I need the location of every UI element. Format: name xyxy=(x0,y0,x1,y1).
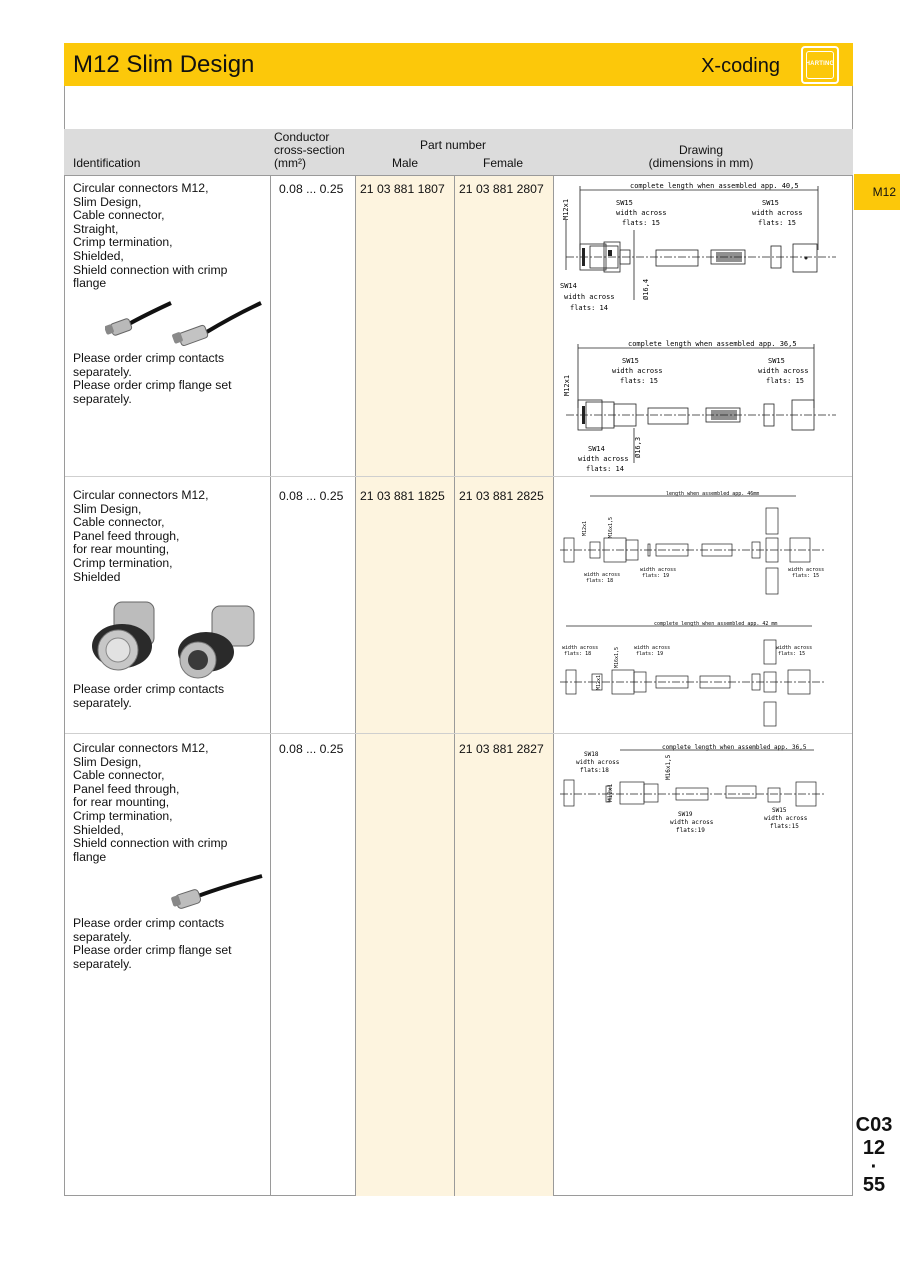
row1-female-part: 21 03 881 2807 xyxy=(459,182,544,196)
row3-product-photo xyxy=(170,872,265,917)
row3-description: Circular connectors M12, Slim Design, Cable connector, Panel feed through, for rear mounting, Crimp termination, Shielded, Shield connection with crimp flange xyxy=(73,741,228,864)
section-number: 12 xyxy=(862,1137,886,1159)
svg-text:flats: 15: flats: 15 xyxy=(778,651,806,657)
svg-text:M12x1: M12x1 xyxy=(596,674,602,690)
svg-text:width across: width across xyxy=(788,567,825,573)
page-title: M12 Slim Design xyxy=(73,51,255,78)
row1-product-photo xyxy=(105,295,265,350)
svg-text:SW15: SW15 xyxy=(622,357,639,365)
drawing-4 xyxy=(556,618,852,730)
svg-text:width across: width across xyxy=(752,209,803,217)
coding-label: X-coding xyxy=(701,55,780,77)
row3-female-part: 21 03 881 2827 xyxy=(459,742,544,756)
svg-text:width across: width across xyxy=(758,367,809,375)
page-number xyxy=(853,1114,895,1197)
row2-description: Circular connectors M12, Slim Design, Cable connector, Panel feed through, for rear mounting, Crimp termination, Shielded xyxy=(73,488,209,584)
header-female: Female xyxy=(483,156,524,170)
svg-text:complete length when assembled: complete length when assembled app. 42 mm xyxy=(654,621,778,627)
logo-text: HARTING xyxy=(805,61,835,67)
header-male: Male xyxy=(392,156,419,170)
svg-text:Ø16,3: Ø16,3 xyxy=(634,436,642,458)
svg-text:SW14: SW14 xyxy=(560,282,577,290)
svg-text:length when assembled app. 46m: length when assembled app. 46mm xyxy=(666,491,760,497)
header-drawing: Drawing (dimensions in mm) xyxy=(648,143,754,170)
svg-text:width across: width across xyxy=(564,293,615,301)
svg-text:Ø16,4: Ø16,4 xyxy=(642,278,650,300)
svg-text:width across: width across xyxy=(578,455,629,463)
svg-text:width across: width across xyxy=(562,645,599,651)
svg-text:complete length when assembled: complete length when assembled app. 36,5 xyxy=(662,744,807,751)
drawing-5 xyxy=(556,740,852,838)
svg-text:width across: width across xyxy=(776,645,813,651)
table-header xyxy=(64,129,853,175)
svg-text:M12x1: M12x1 xyxy=(563,374,571,396)
row3-notes: Please order crimp contacts separately. Please order crimp flange set separately. xyxy=(73,916,232,971)
header-part-number: Part number xyxy=(420,138,487,152)
svg-text:flats: 19: flats: 19 xyxy=(636,651,664,657)
svg-text:SW19: SW19 xyxy=(678,811,693,818)
svg-text:flats:19: flats:19 xyxy=(676,827,705,834)
title-bar xyxy=(64,43,853,86)
header-identification: Identification xyxy=(73,156,141,170)
svg-text:complete length when assembled: complete length when assembled app. 40,5 xyxy=(630,182,799,190)
svg-text:flats: 14: flats: 14 xyxy=(586,465,624,473)
svg-text:SW15: SW15 xyxy=(616,199,633,207)
row1-notes: Please order crimp contacts separately. Please order crimp flange set separately. xyxy=(73,351,232,406)
page-separator: · xyxy=(870,1156,878,1178)
svg-text:flats: 19: flats: 19 xyxy=(642,573,670,579)
row3-cross-section: 0.08 ... 0.25 xyxy=(279,742,344,756)
row1-cross-section: 0.08 ... 0.25 xyxy=(279,182,344,196)
svg-text:flats:15: flats:15 xyxy=(770,823,799,830)
svg-text:width across: width across xyxy=(616,209,667,217)
svg-text:width across: width across xyxy=(764,815,808,822)
row2-product-photo xyxy=(88,594,268,684)
svg-text:width across: width across xyxy=(670,819,714,826)
svg-text:flats: 15: flats: 15 xyxy=(758,219,796,227)
svg-text:SW14: SW14 xyxy=(588,445,605,453)
svg-text:flats: 18: flats: 18 xyxy=(586,578,614,584)
row1-male-part: 21 03 881 1807 xyxy=(360,182,445,196)
side-tab-label: M12 xyxy=(872,185,896,199)
svg-text:SW18: SW18 xyxy=(584,751,599,758)
svg-text:flats: 15: flats: 15 xyxy=(766,377,804,385)
svg-text:flats: 15: flats: 15 xyxy=(622,219,660,227)
svg-text:width across: width across xyxy=(640,567,677,573)
svg-text:M16x1,5: M16x1,5 xyxy=(614,646,620,668)
svg-text:width across: width across xyxy=(576,759,620,766)
svg-text:M12x1: M12x1 xyxy=(562,198,570,220)
harting-logo xyxy=(801,46,839,84)
svg-text:M12x1: M12x1 xyxy=(582,520,588,536)
drawing-1 xyxy=(556,180,852,315)
svg-text:M16x1,5: M16x1,5 xyxy=(608,516,614,538)
svg-text:flats: 15: flats: 15 xyxy=(620,377,658,385)
svg-text:flats: 18: flats: 18 xyxy=(564,651,592,657)
svg-text:M16x1,5: M16x1,5 xyxy=(665,754,672,780)
row2-male-part: 21 03 881 1825 xyxy=(360,489,445,503)
svg-text:width across: width across xyxy=(584,572,621,578)
drawing-2 xyxy=(556,338,852,476)
page-number-value: 55 xyxy=(862,1174,886,1196)
svg-text:SW15: SW15 xyxy=(772,807,787,814)
svg-text:complete length when assembled: complete length when assembled app. 36,5 xyxy=(628,340,797,348)
row1-description: Circular connectors M12, Slim Design, Cable connector, Straight, Crimp termination, Shielded, Shield connection with crimp flange xyxy=(73,181,228,291)
svg-text:flats:18: flats:18 xyxy=(580,767,609,774)
svg-text:width across: width across xyxy=(634,645,671,651)
svg-text:SW15: SW15 xyxy=(762,199,779,207)
svg-text:flats: 14: flats: 14 xyxy=(570,304,608,312)
header-conductor: Conductor cross-section (mm²) xyxy=(274,130,345,170)
row2-female-part: 21 03 881 2825 xyxy=(459,489,544,503)
drawing-3 xyxy=(556,488,852,600)
side-tab-m12[interactable] xyxy=(854,174,900,210)
svg-text:width across: width across xyxy=(612,367,663,375)
row2-notes: Please order crimp contacts separately. xyxy=(73,682,225,710)
chapter-code: C03 xyxy=(855,1114,893,1136)
svg-text:SW15: SW15 xyxy=(768,357,785,365)
svg-text:flats: 15: flats: 15 xyxy=(792,573,820,579)
svg-text:M12x1: M12x1 xyxy=(607,783,614,802)
row2-cross-section: 0.08 ... 0.25 xyxy=(279,489,344,503)
